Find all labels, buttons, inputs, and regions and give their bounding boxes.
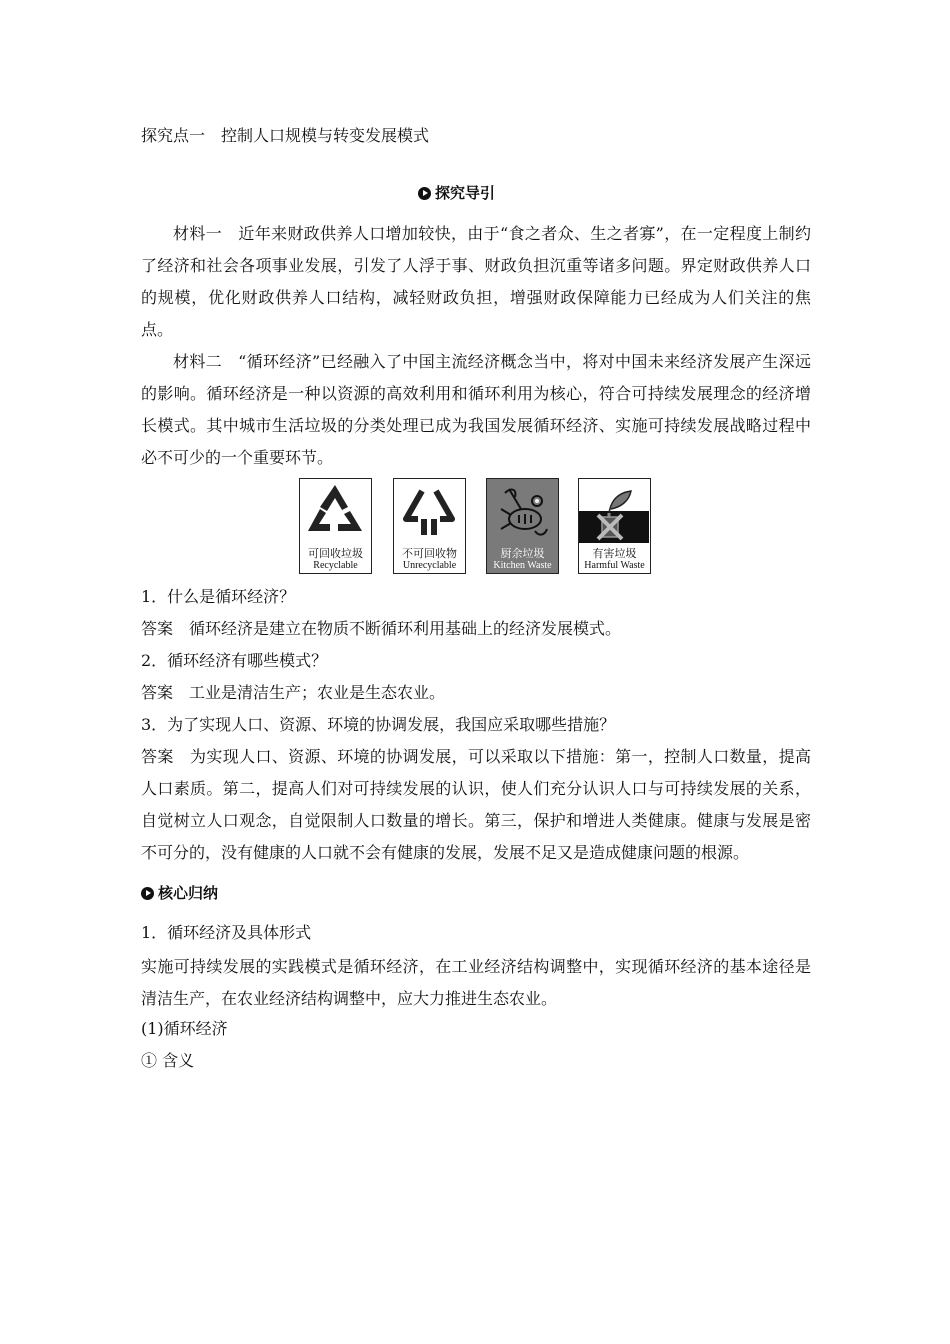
question-1: 1．什么是循环经济？ — [141, 587, 296, 606]
section-title: 探究点一 控制人口规模与转变发展模式 — [141, 126, 430, 145]
question-2: 2．循环经济有哪些模式？ — [141, 651, 328, 670]
guide-heading-label: 探究导引 — [435, 184, 496, 202]
harmful-waste-cn-label: 有害垃圾 — [592, 547, 637, 560]
core-section-text: 实施可持续发展的实践模式是循环经济，在工业经济结构调整中，实现循环经济的基本途径是清洁生产，在农业经济结构调整中，应大力推进生态农业。 — [141, 957, 811, 1008]
kitchen-waste-icon — [487, 479, 557, 545]
question-3: 3．为了实现人口、资源、环境的协调发展，我国应采取哪些措施？ — [141, 715, 616, 734]
material-one-paragraph — [141, 218, 811, 346]
kitchen-waste-cn-label: 厨余垃圾 — [500, 547, 545, 560]
core-section-title: 1．循环经济及具体形式 — [141, 923, 312, 942]
material-one-label: 材料一 — [173, 224, 223, 243]
answer-3 — [141, 741, 811, 869]
unrecyclable-cn-label: 不可回收物 — [402, 547, 457, 560]
material-two-text: “循环经济”已经融入了中国主流经济概念当中，将对中国未来经济发展产生深远的影响。循环经济是一种以资源的高效利用和循环利用为核心，符合可持续发展理念的经济增长模式。其中城市生活垃圾的分类处理已成为我国发展循环经济、实施可持续发展战略过程中必不可少的一个重要环节。 — [141, 352, 811, 467]
kitchen-waste-sign — [486, 478, 559, 574]
core-item: ① 含义 — [141, 1051, 195, 1070]
unrecyclable-en-label: Unrecyclable — [402, 560, 457, 571]
play-bullet-icon — [141, 887, 154, 900]
core-heading — [141, 883, 218, 903]
harmful-waste-sign — [578, 478, 651, 574]
harmful-waste-icon — [579, 479, 649, 545]
answer-2-label: 答案 — [141, 683, 174, 702]
unrecyclable-sign — [393, 478, 466, 574]
recyclable-cn-label: 可回收垃圾 — [308, 547, 363, 560]
kitchen-waste-en-label: Kitchen Waste — [493, 560, 552, 571]
play-bullet-icon — [418, 187, 431, 200]
recyclable-sign — [299, 478, 372, 574]
answer-1-text: 循环经济是建立在物质不断循环利用基础上的经济发展模式。 — [189, 619, 622, 638]
recyclable-en-label: Recyclable — [313, 560, 358, 571]
material-two-label: 材料二 — [173, 352, 223, 371]
answer-3-text: 为实现人口、资源、环境的协调发展，可以采取以下措施：第一，控制人口数量，提高人口素质。第二，提高人们对可持续发展的认识，使人们充分认识人口与可持续发展的关系，自觉树立人口观念，自觉限制人口数量的增长。第三，保护和增进人类健康。健康与发展是密不可分的，没有健康的人口就不会有健康的发展，发展不足又是造成健康问题的根源。 — [141, 747, 811, 862]
material-two-paragraph — [141, 346, 811, 474]
guide-heading — [418, 183, 495, 203]
material-one-text: 近年来财政供养人口增加较快，由于“食之者众、生之者寡”，在一定程度上制约了经济和社会各项事业发展，引发了人浮于事、财政负担沉重等诸多问题。界定财政供养人口的规模，优化财政供养人口结构，减轻财政负担，增强财政保障能力已经成为人们关注的焦点。 — [141, 224, 811, 339]
core-subsection: (1)循环经济 — [141, 1019, 228, 1038]
answer-3-label: 答案 — [141, 747, 174, 766]
answer-2 — [141, 683, 445, 703]
answer-1 — [141, 619, 621, 639]
recycle-icon — [300, 479, 370, 545]
unrecyclable-icon — [394, 479, 464, 545]
harmful-waste-en-label: Harmful Waste — [584, 560, 645, 571]
answer-2-text: 工业是清洁生产；农业是生态农业。 — [189, 683, 446, 702]
answer-1-label: 答案 — [141, 619, 174, 638]
core-heading-label: 核心归纳 — [158, 884, 219, 902]
